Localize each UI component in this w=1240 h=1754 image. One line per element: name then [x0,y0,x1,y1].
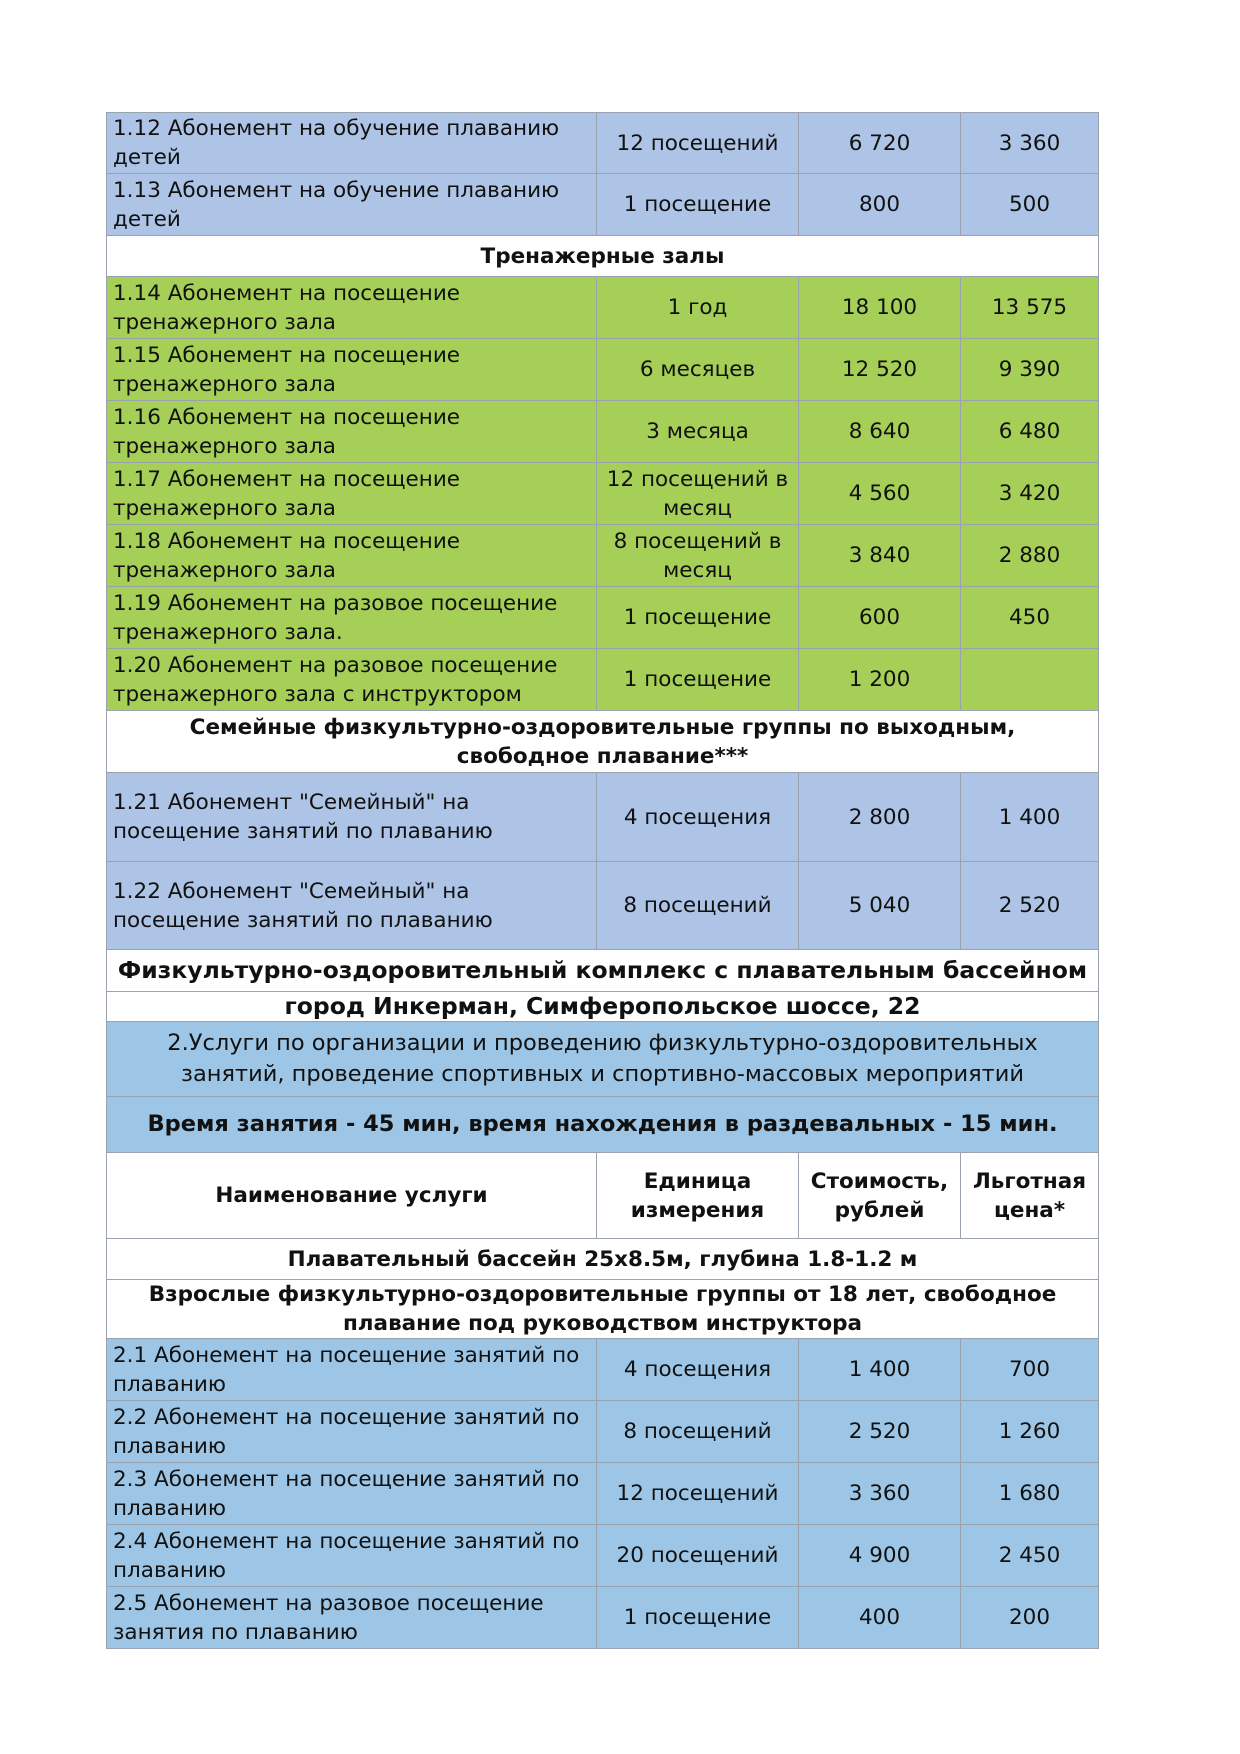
price-cell: 6 720 [799,112,961,174]
service-name: 1.13 Абонемент на обучение плаванию детей [106,174,597,236]
discount-cell: 1 680 [961,1463,1099,1525]
discount-cell: 1 260 [961,1401,1099,1463]
price-cell: 800 [799,174,961,236]
unit-cell: 1 посещение [597,1587,799,1649]
unit-cell: 8 посещений [597,862,799,950]
unit-cell: 12 посещений [597,112,799,174]
table-row [106,339,1099,401]
table-row [106,174,1099,236]
unit-cell: 1 посещение [597,587,799,649]
service-name: 1.16 Абонемент на посещение тренажерного зала [106,401,597,463]
service-name: 1.18 Абонемент на посещение тренажерного зала [106,525,597,587]
services-title-row [106,1022,1099,1097]
complex-address: город Инкерман, Симферопольское шоссе, 22 [106,992,1099,1022]
discount-cell: 2 520 [961,862,1099,950]
complex-title: Физкультурно-оздоровительный комплекс с плавательным бассейном [106,950,1099,992]
pool-info: Плавательный бассейн 25х8.5м, глубина 1.8-1.2 м [106,1239,1099,1280]
discount-cell: 3 420 [961,463,1099,525]
unit-cell: 20 посещений [597,1525,799,1587]
service-name: 1.22 Абонемент "Семейный" на посещение занятий по плаванию [106,862,597,950]
section-header-family [106,711,1099,773]
table-header [106,1153,1099,1239]
table-row [106,1401,1099,1463]
table-row [106,649,1099,711]
price-cell: 3 360 [799,1463,961,1525]
table-row [106,773,1099,862]
service-name: 1.15 Абонемент на посещение тренажерного зала [106,339,597,401]
table-row [106,525,1099,587]
discount-cell: 500 [961,174,1099,236]
service-name: 2.3 Абонемент на посещение занятий по плаванию [106,1463,597,1525]
service-name: 1.19 Абонемент на разовое посещение тренажерного зала. [106,587,597,649]
section-title: Семейные физкультурно-оздоровительные группы по выходным, свободное плавание*** [106,711,1099,773]
discount-cell: 9 390 [961,339,1099,401]
unit-cell: 4 посещения [597,1339,799,1401]
discount-cell: 450 [961,587,1099,649]
table-row [106,112,1099,174]
table-row [106,401,1099,463]
discount-cell: 200 [961,1587,1099,1649]
table-row [106,1339,1099,1401]
section-header-adult [106,1280,1099,1339]
section-title: Тренажерные залы [106,236,1099,277]
unit-cell: 12 посещений [597,1463,799,1525]
header-unit: Единица измерения [597,1153,799,1239]
price-cell: 4 560 [799,463,961,525]
complex-address-row [106,992,1099,1022]
discount-cell: 3 360 [961,112,1099,174]
service-name: 1.20 Абонемент на разовое посещение тренажерного зала с инструктором [106,649,597,711]
service-name: 2.5 Абонемент на разовое посещение занятия по плаванию [106,1587,597,1649]
header-price: Стоимость, рублей [799,1153,961,1239]
price-cell: 12 520 [799,339,961,401]
price-cell: 5 040 [799,862,961,950]
price-cell: 4 900 [799,1525,961,1587]
price-cell: 2 520 [799,1401,961,1463]
unit-cell: 3 месяца [597,401,799,463]
unit-cell: 1 посещение [597,649,799,711]
price-table [106,112,1099,1649]
services-title: 2.Услуги по организации и проведению физкультурно-оздоровительных занятий, проведение спортивных и спортивно-массовых мероприятий [106,1022,1099,1097]
unit-cell: 12 посещений в месяц [597,463,799,525]
table-row [106,1587,1099,1649]
unit-cell: 6 месяцев [597,339,799,401]
header-name: Наименование услуги [106,1153,597,1239]
unit-cell: 8 посещений [597,1401,799,1463]
price-cell: 2 800 [799,773,961,862]
table-row [106,277,1099,339]
unit-cell: 4 посещения [597,773,799,862]
table-row [106,1525,1099,1587]
pool-info-row [106,1239,1099,1280]
discount-cell: 700 [961,1339,1099,1401]
table-row [106,463,1099,525]
price-cell: 600 [799,587,961,649]
price-cell: 400 [799,1587,961,1649]
discount-cell: 6 480 [961,401,1099,463]
service-name: 1.14 Абонемент на посещение тренажерного зала [106,277,597,339]
price-cell: 8 640 [799,401,961,463]
price-cell: 1 400 [799,1339,961,1401]
discount-cell [961,649,1099,711]
table-row [106,862,1099,950]
section-title: Взрослые физкультурно-оздоровительные группы от 18 лет, свободное плавание под руководством инструктора [106,1280,1099,1339]
unit-cell: 8 посещений в месяц [597,525,799,587]
section-header-gym [106,236,1099,277]
service-name: 1.21 Абонемент "Семейный" на посещение занятий по плаванию [106,773,597,862]
session-time-row [106,1097,1099,1153]
price-cell: 1 200 [799,649,961,711]
complex-title-row [106,950,1099,992]
discount-cell: 1 400 [961,773,1099,862]
discount-cell: 2 880 [961,525,1099,587]
unit-cell: 1 посещение [597,174,799,236]
price-cell: 3 840 [799,525,961,587]
service-name: 2.1 Абонемент на посещение занятий по плаванию [106,1339,597,1401]
discount-cell: 2 450 [961,1525,1099,1587]
service-name: 2.2 Абонемент на посещение занятий по плаванию [106,1401,597,1463]
table-row [106,587,1099,649]
service-name: 2.4 Абонемент на посещение занятий по плаванию [106,1525,597,1587]
header-discount: Льготная цена* [961,1153,1099,1239]
table-row [106,1463,1099,1525]
session-time: Время занятия - 45 мин, время нахождения в раздевальных - 15 мин. [106,1097,1099,1153]
discount-cell: 13 575 [961,277,1099,339]
service-name: 1.17 Абонемент на посещение тренажерного зала [106,463,597,525]
price-cell: 18 100 [799,277,961,339]
unit-cell: 1 год [597,277,799,339]
service-name: 1.12 Абонемент на обучение плаванию детей [106,112,597,174]
